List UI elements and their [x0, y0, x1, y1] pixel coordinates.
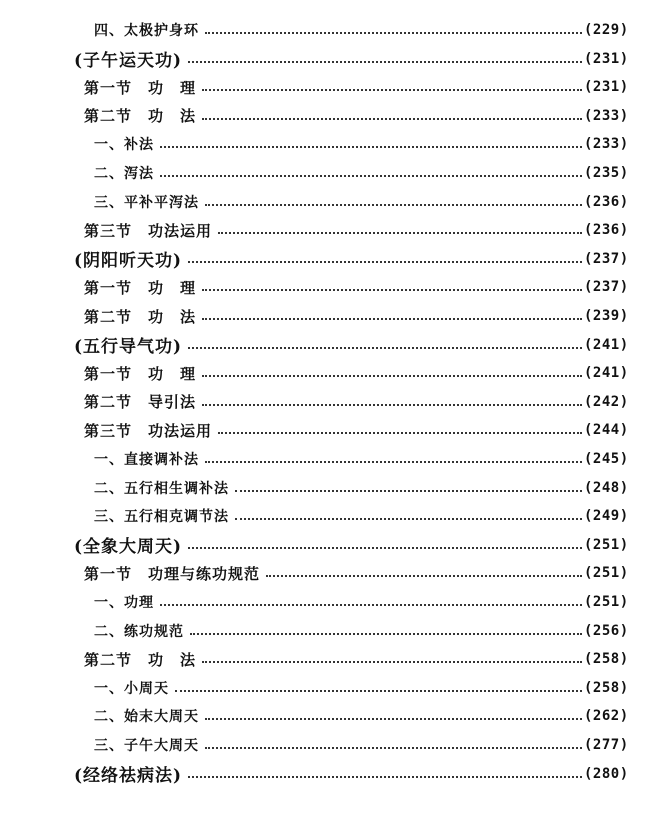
toc-entry-title: 第二节 功 法 [84, 107, 197, 126]
toc-entry [0, 217, 672, 243]
toc-entry [0, 17, 672, 43]
toc-entry [0, 246, 672, 272]
toc-entry-page: (245) [584, 451, 629, 467]
toc-entry [0, 360, 672, 386]
dot-leader [202, 404, 582, 406]
toc-entry [0, 389, 672, 415]
toc-entry-page: (241) [584, 365, 629, 382]
dot-leader [160, 146, 582, 148]
toc-entry-title: 二、始末大周天 [94, 709, 199, 726]
toc-entry-page: (258) [584, 651, 629, 668]
dot-leader [202, 289, 582, 291]
dot-leader [205, 718, 582, 720]
dot-leader [202, 661, 582, 663]
toc-entry [0, 417, 672, 443]
dot-leader [266, 575, 582, 577]
dot-leader [188, 347, 582, 349]
toc-entry-title: 第三节 功法运用 [84, 421, 213, 440]
toc-entry [0, 475, 672, 501]
toc-entry-page: (235) [584, 165, 629, 181]
toc-entry-page: (231) [584, 79, 629, 96]
dot-leader [202, 89, 582, 91]
toc-entry-title: 一、补法 [94, 137, 154, 154]
dot-leader [188, 547, 582, 549]
toc-entry [0, 618, 672, 644]
dot-leader [160, 604, 582, 606]
toc-entry-title: 二、五行相生调补法 [94, 480, 229, 497]
toc-entry-page: (248) [584, 479, 629, 496]
toc-entry-title: (经络祛病法) [74, 766, 183, 787]
dot-leader [205, 204, 582, 206]
toc-entry [0, 274, 672, 300]
dot-leader [175, 690, 582, 692]
toc-entry [0, 503, 672, 529]
toc-entry [0, 131, 672, 157]
toc-entry-title: 四、太极护身环 [94, 23, 199, 39]
toc-entry-page: (237) [584, 279, 629, 296]
toc-entry-title: 二、练功规范 [94, 623, 184, 640]
toc-entry-page: (239) [584, 308, 629, 324]
toc-entry-page: (280) [584, 765, 629, 782]
dot-leader [218, 232, 582, 234]
toc-entry-title: (五行导气功) [74, 337, 183, 358]
toc-entry [0, 646, 672, 672]
toc-entry-title: 一、功理 [94, 595, 154, 611]
dot-leader [202, 318, 582, 320]
dot-leader [188, 61, 582, 63]
toc-entry [0, 589, 672, 615]
toc-entry [0, 703, 672, 729]
toc-entry-title: 第一节 功 理 [84, 278, 197, 297]
toc-entry-title: 第二节 导引法 [84, 393, 197, 412]
toc-entry-page: (242) [584, 393, 629, 410]
toc-entry-page: (249) [584, 508, 629, 525]
dot-leader [202, 375, 582, 377]
toc-entry-title: (全象大周天) [74, 537, 183, 558]
toc-entry-page: (262) [584, 708, 629, 725]
toc-entry [0, 560, 672, 586]
toc-entry-page: (236) [584, 193, 629, 210]
dot-leader [188, 261, 582, 263]
toc-entry [0, 761, 672, 787]
toc-entry-page: (233) [584, 107, 629, 124]
dot-leader [205, 32, 582, 34]
toc-entry [0, 189, 672, 215]
toc-entry-page: (258) [584, 679, 629, 696]
toc-entry-page: (237) [584, 250, 629, 267]
toc-entry [0, 160, 672, 186]
toc-entry-title: 一、小周天 [94, 680, 169, 697]
toc-entry [0, 332, 672, 358]
toc-entry-page: (277) [584, 737, 629, 753]
dot-leader [202, 118, 582, 120]
toc-entry [0, 675, 672, 701]
toc-entry-page: (236) [584, 222, 629, 239]
dot-leader [235, 518, 582, 520]
toc-entry-title: 一、直接调补法 [94, 452, 199, 468]
toc-entry-page: (251) [584, 594, 629, 610]
toc-entry-page: (256) [584, 622, 629, 639]
toc-entry [0, 103, 672, 129]
toc-entry-title: 第二节 功 法 [84, 307, 197, 326]
toc-entry-page: (229) [584, 22, 629, 38]
toc-entry-page: (244) [584, 422, 629, 439]
toc-entry [0, 446, 672, 472]
toc-entry [0, 732, 672, 758]
dot-leader [188, 776, 582, 778]
toc-entry-page: (251) [584, 536, 629, 553]
toc-entry [0, 532, 672, 558]
toc-entry [0, 74, 672, 100]
toc-entry-title: (阴阳听天功) [74, 251, 183, 272]
toc-entry-title: 三、平补平泻法 [94, 194, 199, 211]
toc-entry-page: (241) [584, 336, 629, 353]
toc-entry-title: 第一节 功理与练功规范 [84, 564, 261, 583]
toc-entry-title: (子午运天功) [74, 51, 183, 72]
toc-entry-title: 第二节 功 法 [84, 650, 197, 669]
dot-leader [190, 633, 582, 635]
toc-entry-title: 第一节 功 理 [84, 78, 197, 97]
toc-entry [0, 46, 672, 72]
dot-leader [235, 490, 582, 492]
toc-entry-title: 三、五行相克调节法 [94, 509, 229, 526]
toc-entry-title: 第一节 功 理 [84, 364, 197, 383]
toc-entry-page: (251) [584, 565, 629, 582]
toc-entry-title: 第三节 功法运用 [84, 221, 213, 240]
toc-entry-title: 二、泻法 [94, 166, 154, 182]
toc-entry-title: 三、子午大周天 [94, 738, 199, 754]
toc-entry-page: (231) [584, 50, 629, 67]
dot-leader [218, 432, 582, 434]
dot-leader [205, 461, 582, 463]
toc-entry-page: (233) [584, 136, 629, 153]
toc-entry [0, 303, 672, 329]
dot-leader [205, 747, 582, 749]
dot-leader [160, 175, 582, 177]
